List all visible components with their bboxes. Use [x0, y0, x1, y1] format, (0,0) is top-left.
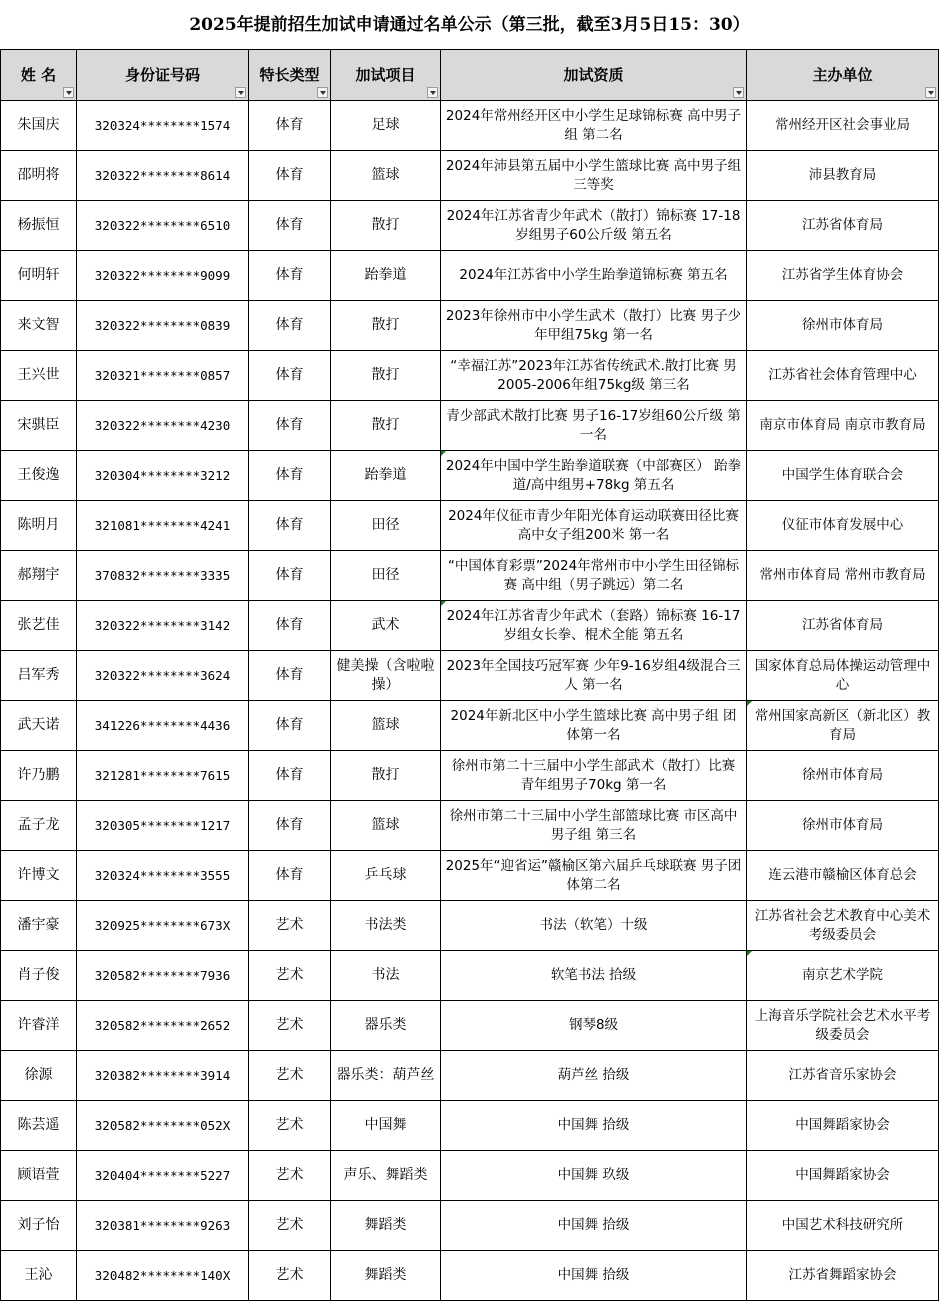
- cell-specialty-type[interactable]: 体育: [249, 151, 331, 201]
- header-label: 加试项目: [355, 65, 416, 84]
- header-type: [249, 50, 331, 101]
- cell-id-number[interactable]: 320925********673X: [77, 901, 249, 951]
- cell-name[interactable]: 许乃鹏: [1, 751, 77, 801]
- cell-id-number[interactable]: 370832********3335: [77, 551, 249, 601]
- cell-test-item[interactable]: 散打: [331, 401, 441, 451]
- cell-organizer[interactable]: 中国艺术科技研究所: [747, 1201, 939, 1251]
- table-row: [1, 901, 939, 951]
- cell-specialty-type[interactable]: 体育: [249, 851, 331, 901]
- cell-id-number[interactable]: 320382********3914: [77, 1051, 249, 1101]
- cell-organizer[interactable]: 江苏省舞蹈家协会: [747, 1251, 939, 1301]
- cell-id-number[interactable]: 321281********7615: [77, 751, 249, 801]
- header-organizer: [747, 50, 939, 101]
- table-row: [1, 1151, 939, 1201]
- cell-specialty-type[interactable]: 体育: [249, 651, 331, 701]
- cell-name[interactable]: 潘宇豪: [1, 901, 77, 951]
- cell-qualification[interactable]: 2023年全国技巧冠军赛 少年9-16岁组4级混合三人 第一名: [441, 651, 747, 701]
- cell-name[interactable]: 孟子龙: [1, 801, 77, 851]
- table-row: [1, 251, 939, 301]
- cell-organizer[interactable]: 南京艺术学院: [747, 951, 939, 1001]
- cell-qualification[interactable]: “中国体育彩票”2024年常州市中小学生田径锦标赛 高中组（男子跳远）第二名: [441, 551, 747, 601]
- header-qualification: [441, 50, 747, 101]
- cell-name[interactable]: 顾语萱: [1, 1151, 77, 1201]
- filter-dropdown-icon[interactable]: [317, 87, 328, 98]
- cell-qualification[interactable]: 2025年“迎省运”赣榆区第六届乒乓球联赛 男子团体第二名: [441, 851, 747, 901]
- filter-dropdown-icon[interactable]: [63, 87, 74, 98]
- cell-specialty-type[interactable]: 艺术: [249, 1051, 331, 1101]
- cell-test-item[interactable]: 散打: [331, 751, 441, 801]
- cell-qualification[interactable]: 2024年江苏省青少年武术（套路）锦标赛 16-17岁组女长拳、棍术全能 第五名: [441, 601, 747, 651]
- cell-specialty-type[interactable]: 艺术: [249, 1151, 331, 1201]
- table-row: [1, 1201, 939, 1251]
- cell-qualification[interactable]: 中国舞 拾级: [441, 1201, 747, 1251]
- cell-organizer[interactable]: 江苏省体育局: [747, 201, 939, 251]
- cell-name[interactable]: 许博文: [1, 851, 77, 901]
- cell-test-item[interactable]: 散打: [331, 301, 441, 351]
- table-row: [1, 951, 939, 1001]
- table-row: [1, 351, 939, 401]
- cell-name[interactable]: 朱国庆: [1, 101, 77, 151]
- cell-organizer[interactable]: 中国学生体育联合会: [747, 451, 939, 501]
- cell-name[interactable]: 刘子怡: [1, 1201, 77, 1251]
- cell-qualification[interactable]: 2024年江苏省中小学生跆拳道锦标赛 第五名: [441, 251, 747, 301]
- cell-qualification[interactable]: 中国舞 拾级: [441, 1251, 747, 1301]
- table-row: [1, 751, 939, 801]
- cell-id-number[interactable]: 320305********1217: [77, 801, 249, 851]
- cell-name[interactable]: 徐源: [1, 1051, 77, 1101]
- cell-id-number[interactable]: 320322********9099: [77, 251, 249, 301]
- cell-name[interactable]: 王沁: [1, 1251, 77, 1301]
- cell-organizer[interactable]: 徐州市体育局: [747, 301, 939, 351]
- cell-name[interactable]: 宋骐臣: [1, 401, 77, 451]
- table-row: [1, 551, 939, 601]
- cell-test-item[interactable]: 舞蹈类: [331, 1251, 441, 1301]
- cell-test-item[interactable]: 乒乓球: [331, 851, 441, 901]
- cell-id-number[interactable]: 320482********140X: [77, 1251, 249, 1301]
- cell-organizer[interactable]: 中国舞蹈家协会: [747, 1101, 939, 1151]
- cell-test-item[interactable]: 足球: [331, 101, 441, 151]
- cell-test-item[interactable]: 器乐类: [331, 1001, 441, 1051]
- cell-test-item[interactable]: 跆拳道: [331, 451, 441, 501]
- cell-organizer[interactable]: 南京市体育局 南京市教育局: [747, 401, 939, 451]
- cell-id-number[interactable]: 341226********4436: [77, 701, 249, 751]
- table-row: [1, 151, 939, 201]
- table-row: [1, 401, 939, 451]
- cell-specialty-type[interactable]: 体育: [249, 201, 331, 251]
- cell-id-number[interactable]: 320322********4230: [77, 401, 249, 451]
- table-row: [1, 1001, 939, 1051]
- cell-organizer[interactable]: 徐州市体育局: [747, 751, 939, 801]
- cell-qualification[interactable]: 软笔书法 拾级: [441, 951, 747, 1001]
- cell-qualification[interactable]: 2024年江苏省青少年武术（散打）锦标赛 17-18岁组男子60公斤级 第五名: [441, 201, 747, 251]
- table-row: [1, 301, 939, 351]
- table-row: [1, 1101, 939, 1151]
- table-row: [1, 501, 939, 551]
- cell-id-number[interactable]: 320322********0839: [77, 301, 249, 351]
- cell-test-item[interactable]: 篮球: [331, 801, 441, 851]
- cell-specialty-type[interactable]: 体育: [249, 751, 331, 801]
- cell-test-item[interactable]: 跆拳道: [331, 251, 441, 301]
- cell-name[interactable]: 武天诺: [1, 701, 77, 751]
- cell-specialty-type[interactable]: 体育: [249, 701, 331, 751]
- cell-id-number[interactable]: 320582********7936: [77, 951, 249, 1001]
- cell-qualification[interactable]: 葫芦丝 拾级: [441, 1051, 747, 1101]
- table-row: [1, 451, 939, 501]
- cell-qualification[interactable]: 2024年常州经开区中小学生足球锦标赛 高中男子组 第二名: [441, 101, 747, 151]
- table-row: [1, 1251, 939, 1301]
- cell-name[interactable]: 吕军秀: [1, 651, 77, 701]
- cell-specialty-type[interactable]: 体育: [249, 801, 331, 851]
- cell-organizer[interactable]: 上海音乐学院社会艺术水平考级委员会: [747, 1001, 939, 1051]
- cell-organizer[interactable]: 中国舞蹈家协会: [747, 1151, 939, 1201]
- header-id: [77, 50, 249, 101]
- cell-organizer[interactable]: 江苏省社会体育管理中心: [747, 351, 939, 401]
- cell-qualification[interactable]: “幸福江苏”2023年江苏省传统武术.散打比赛 男2005-2006年组75kg级 第三名: [441, 351, 747, 401]
- table-row: [1, 651, 939, 701]
- cell-qualification[interactable]: 徐州市第二十三届中小学生部武术（散打）比赛 青年组男子70kg 第一名: [441, 751, 747, 801]
- cell-name[interactable]: 陈芸遥: [1, 1101, 77, 1151]
- filter-dropdown-icon[interactable]: [427, 87, 438, 98]
- cell-name[interactable]: 肖子俊: [1, 951, 77, 1001]
- cell-test-item[interactable]: 舞蹈类: [331, 1201, 441, 1251]
- cell-organizer[interactable]: 徐州市体育局: [747, 801, 939, 851]
- cell-id-number[interactable]: 320322********8614: [77, 151, 249, 201]
- cell-name[interactable]: 许睿洋: [1, 1001, 77, 1051]
- cell-id-number[interactable]: 320582********052X: [77, 1101, 249, 1151]
- cell-qualification[interactable]: 2024年仪征市青少年阳光体育运动联赛田径比赛 高中女子组200米 第一名: [441, 501, 747, 551]
- cell-specialty-type[interactable]: 体育: [249, 101, 331, 151]
- filter-dropdown-icon[interactable]: [733, 87, 744, 98]
- cell-qualification[interactable]: 书法（软笔）十级: [441, 901, 747, 951]
- cell-name[interactable]: 来文智: [1, 301, 77, 351]
- filter-dropdown-icon[interactable]: [235, 87, 246, 98]
- cell-specialty-type[interactable]: 体育: [249, 551, 331, 601]
- cell-id-number[interactable]: 320324********3555: [77, 851, 249, 901]
- cell-test-item[interactable]: 田径: [331, 501, 441, 551]
- cell-test-item[interactable]: 武术: [331, 601, 441, 651]
- cell-organizer[interactable]: 沛县教育局: [747, 151, 939, 201]
- cell-specialty-type[interactable]: 艺术: [249, 1001, 331, 1051]
- cell-test-item[interactable]: 散打: [331, 351, 441, 401]
- cell-id-number[interactable]: 320582********2652: [77, 1001, 249, 1051]
- table-row: [1, 851, 939, 901]
- cell-qualification[interactable]: 中国舞 玖级: [441, 1151, 747, 1201]
- cell-name[interactable]: 张艺佳: [1, 601, 77, 651]
- filter-dropdown-icon[interactable]: [925, 87, 936, 98]
- table-row: [1, 101, 939, 151]
- cell-specialty-type[interactable]: 体育: [249, 501, 331, 551]
- cell-specialty-type[interactable]: 体育: [249, 301, 331, 351]
- cell-test-item[interactable]: 声乐、舞蹈类: [331, 1151, 441, 1201]
- header-label: 主办单位: [812, 65, 873, 84]
- header-row: [1, 50, 939, 101]
- table-row: [1, 701, 939, 751]
- cell-test-item[interactable]: 器乐类：葫芦丝: [331, 1051, 441, 1101]
- cell-name[interactable]: 何明轩: [1, 251, 77, 301]
- table-row: [1, 201, 939, 251]
- cell-specialty-type[interactable]: 体育: [249, 251, 331, 301]
- cell-id-number[interactable]: 320321********0857: [77, 351, 249, 401]
- cell-name[interactable]: 郝翔宇: [1, 551, 77, 601]
- cell-id-number[interactable]: 320404********5227: [77, 1151, 249, 1201]
- header-label: 加试资质: [563, 65, 624, 84]
- cell-specialty-type[interactable]: 体育: [249, 601, 331, 651]
- cell-id-number[interactable]: 320324********1574: [77, 101, 249, 151]
- cell-name[interactable]: 陈明月: [1, 501, 77, 551]
- cell-specialty-type[interactable]: 体育: [249, 451, 331, 501]
- cell-qualification[interactable]: 2024年沛县第五届中小学生篮球比赛 高中男子组 三等奖: [441, 151, 747, 201]
- cell-qualification[interactable]: 徐州市第二十三届中小学生部篮球比赛 市区高中男子组 第三名: [441, 801, 747, 851]
- cell-specialty-type[interactable]: 艺术: [249, 1101, 331, 1151]
- table-row: [1, 801, 939, 851]
- cell-id-number[interactable]: 321081********4241: [77, 501, 249, 551]
- cell-specialty-type[interactable]: 艺术: [249, 1201, 331, 1251]
- cell-organizer[interactable]: 常州经开区社会事业局: [747, 101, 939, 151]
- cell-organizer[interactable]: 常州市体育局 常州市教育局: [747, 551, 939, 601]
- header-name: [1, 50, 77, 101]
- cell-id-number[interactable]: 320322********6510: [77, 201, 249, 251]
- cell-organizer[interactable]: 常州国家高新区（新北区）教育局: [747, 701, 939, 751]
- cell-specialty-type[interactable]: 体育: [249, 401, 331, 451]
- cell-specialty-type[interactable]: 艺术: [249, 951, 331, 1001]
- cell-organizer[interactable]: 江苏省音乐家协会: [747, 1051, 939, 1101]
- header-label: 姓 名: [20, 65, 57, 84]
- cell-specialty-type[interactable]: 艺术: [249, 1251, 331, 1301]
- header-item: [331, 50, 441, 101]
- cell-test-item[interactable]: 篮球: [331, 151, 441, 201]
- cell-qualification[interactable]: 2023年徐州市中小学生武术（散打）比赛 男子少年甲组75kg 第一名: [441, 301, 747, 351]
- applicant-table: [0, 49, 939, 1301]
- cell-qualification[interactable]: 青少部武术散打比赛 男子16-17岁组60公斤级 第一名: [441, 401, 747, 451]
- cell-organizer[interactable]: 国家体育总局体操运动管理中心: [747, 651, 939, 701]
- cell-id-number[interactable]: 320322********3624: [77, 651, 249, 701]
- cell-specialty-type[interactable]: 体育: [249, 351, 331, 401]
- cell-qualification[interactable]: 2024年新北区中小学生篮球比赛 高中男子组 团体第一名: [441, 701, 747, 751]
- cell-id-number[interactable]: 320304********3212: [77, 451, 249, 501]
- cell-id-number[interactable]: 320381********9263: [77, 1201, 249, 1251]
- header-label: 特长类型: [259, 65, 320, 84]
- cell-name[interactable]: 杨振恒: [1, 201, 77, 251]
- cell-test-item[interactable]: 书法类: [331, 901, 441, 951]
- cell-organizer[interactable]: 仪征市体育发展中心: [747, 501, 939, 551]
- cell-organizer[interactable]: 连云港市赣榆区体育总会: [747, 851, 939, 901]
- cell-qualification[interactable]: 中国舞 拾级: [441, 1101, 747, 1151]
- cell-test-item[interactable]: 健美操（含啦啦操）: [331, 651, 441, 701]
- cell-test-item[interactable]: 书法: [331, 951, 441, 1001]
- cell-qualification[interactable]: 钢琴8级: [441, 1001, 747, 1051]
- cell-test-item[interactable]: 田径: [331, 551, 441, 601]
- cell-organizer[interactable]: 江苏省社会艺术教育中心美术考级委员会: [747, 901, 939, 951]
- cell-id-number[interactable]: 320322********3142: [77, 601, 249, 651]
- cell-name[interactable]: 王兴世: [1, 351, 77, 401]
- cell-test-item[interactable]: 散打: [331, 201, 441, 251]
- table-row: [1, 601, 939, 651]
- cell-organizer[interactable]: 江苏省体育局: [747, 601, 939, 651]
- cell-test-item[interactable]: 篮球: [331, 701, 441, 751]
- cell-test-item[interactable]: 中国舞: [331, 1101, 441, 1151]
- cell-name[interactable]: 邵明将: [1, 151, 77, 201]
- header-label: 身份证号码: [124, 65, 200, 84]
- page-title: 2025年提前招生加试申请通过名单公示（第三批，截至3月5日15：30）: [189, 15, 750, 35]
- table-row: [1, 1051, 939, 1101]
- cell-organizer[interactable]: 江苏省学生体育协会: [747, 251, 939, 301]
- cell-name[interactable]: 王俊逸: [1, 451, 77, 501]
- cell-qualification[interactable]: 2024年中国中学生跆拳道联赛（中部赛区） 跆拳道/高中组男+78kg 第五名: [441, 451, 747, 501]
- cell-specialty-type[interactable]: 艺术: [249, 901, 331, 951]
